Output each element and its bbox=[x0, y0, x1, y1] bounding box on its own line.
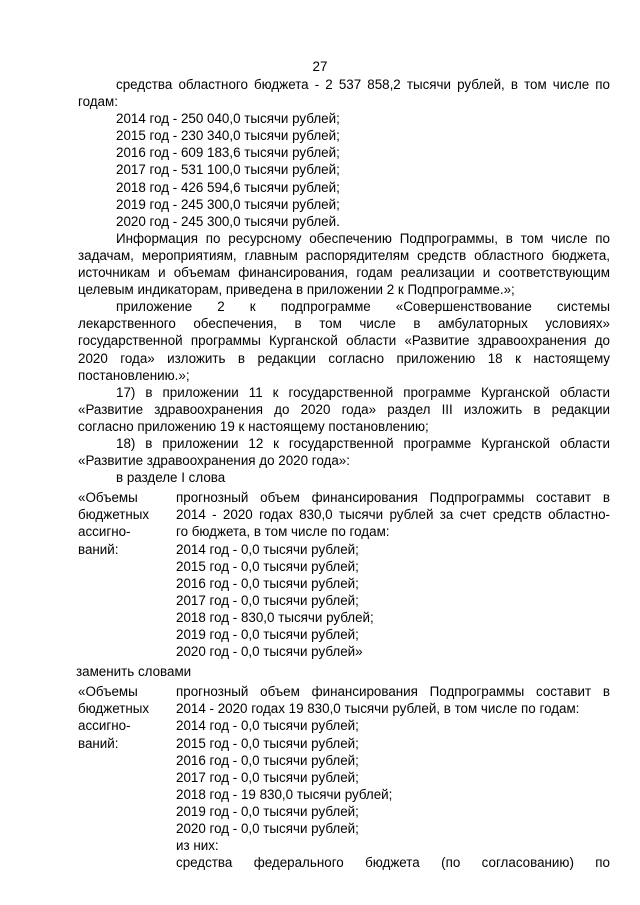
page-number: 27 bbox=[312, 59, 328, 74]
text-line: 18) в приложении 12 к государственной программе Курганской области bbox=[116, 435, 610, 451]
text-line: 2020 года» изложить в редакции согласно приложению 18 к настоящему bbox=[78, 350, 610, 366]
text-line: средства областного бюджета - 2 537 858,2 тысячи рублей, в том числе по bbox=[116, 77, 610, 92]
label-line: ассигно- bbox=[78, 524, 131, 540]
label-line: «Объемы bbox=[78, 490, 138, 506]
year-line: 2017 год - 0,0 тысячи рублей; bbox=[176, 769, 359, 785]
text-line: 2014 - 2020 годах 19 830,0 тысячи рублей, в том числе по годам: bbox=[176, 701, 580, 717]
text-line: «Развитие здравоохранения до 2020 года»: bbox=[78, 453, 350, 469]
funding-block-new bbox=[78, 683, 610, 871]
text-line: 17) в приложении 11 к государственной программе Курганской области bbox=[116, 384, 610, 400]
text-line: прогнозный объем финансирования Подпрограммы составит в bbox=[176, 684, 610, 700]
text-line: лекарственного обеспечения, в том числе в амбулаторных условиях» bbox=[78, 316, 610, 332]
text-line: согласно приложению 19 к настоящему постановлению; bbox=[78, 418, 429, 434]
year-line: 2015 год - 0,0 тысячи рублей; bbox=[176, 735, 359, 751]
year-line: 2015 год - 0,0 тысячи рублей; bbox=[176, 558, 359, 574]
label-line: бюджетных bbox=[78, 507, 150, 523]
text-line: «Развитие здравоохранения до 2020 года» раздел III изложить в редакции bbox=[78, 401, 610, 417]
text-line: прогнозный объем финансирования Подпрограммы составит в bbox=[176, 490, 610, 506]
text-line: источникам и объемам финансирования, годам реализации и соответствующим bbox=[78, 265, 610, 281]
funding-label bbox=[78, 683, 176, 871]
text-line: Информация по ресурсному обеспечению Подпрограммы, в том числе по bbox=[116, 230, 610, 246]
year-line: 2019 год - 245 300,0 тысячи рублей; bbox=[116, 196, 340, 212]
label-line: «Объемы bbox=[78, 684, 138, 700]
year-line: 2015 год - 230 340,0 тысячи рублей; bbox=[116, 128, 340, 144]
text-line: постановлению.»; bbox=[78, 367, 190, 383]
year-line: 2018 год - 426 594,6 тысячи рублей; bbox=[116, 179, 340, 195]
funding-text bbox=[176, 683, 610, 871]
year-line: 2017 год - 0,0 тысячи рублей; bbox=[176, 592, 359, 608]
funding-text bbox=[176, 489, 610, 660]
year-line: 2019 год - 0,0 тысячи рублей; bbox=[176, 803, 359, 819]
text-line: приложение 2 к подпрограмме «Совершенствование системы bbox=[116, 299, 610, 315]
label-line: ваний: bbox=[78, 541, 119, 557]
year-line: 2020 год - 0,0 тысячи рублей; bbox=[176, 821, 359, 837]
replace-label: заменить словами bbox=[76, 664, 192, 680]
year-line: 2016 год - 609 183,6 тысячи рублей; bbox=[116, 145, 340, 161]
label-line: ваний: bbox=[78, 735, 119, 751]
label-line: ассигно- bbox=[78, 718, 131, 734]
year-line: 2019 год - 0,0 тысячи рублей; bbox=[176, 627, 359, 642]
funding-label bbox=[78, 489, 176, 660]
year-line: 2014 год - 0,0 тысячи рублей; bbox=[176, 718, 359, 734]
funding-block-old bbox=[78, 489, 610, 660]
text-line: средства федерального бюджета (по согласованию) по bbox=[176, 855, 610, 871]
year-line: 2016 год - 0,0 тысячи рублей; bbox=[176, 752, 359, 768]
text-line: 2014 - 2020 годах 830,0 тысячи рублей за счет средств областно- bbox=[176, 507, 610, 523]
year-line: 2018 год - 830,0 тысячи рублей; bbox=[176, 609, 374, 625]
year-line: 2017 год - 531 100,0 тысячи рублей; bbox=[116, 162, 340, 178]
year-line: 2018 год - 19 830,0 тысячи рублей; bbox=[176, 786, 393, 802]
text-line: целевым индикаторам, приведена в приложении 2 к Подпрограмме.»; bbox=[78, 282, 515, 298]
text-line: из них: bbox=[176, 838, 219, 854]
label-line: бюджетных bbox=[78, 701, 150, 717]
year-line: 2014 год - 0,0 тысячи рублей; bbox=[176, 541, 359, 557]
year-line: 2016 год - 0,0 тысячи рублей; bbox=[176, 575, 359, 591]
year-line: 2020 год - 0,0 тысячи рублей» bbox=[176, 644, 363, 660]
year-line: 2020 год - 245 300,0 тысячи рублей. bbox=[116, 213, 340, 229]
year-line: 2014 год - 250 040,0 тысячи рублей; bbox=[116, 111, 340, 127]
text-line: годам: bbox=[78, 94, 118, 110]
text-line: государственной программы Курганской области «Развитие здравоохранения до bbox=[78, 333, 610, 349]
text-line: задачам, мероприятиям, главным распорядителям средств областного бюджета, bbox=[78, 247, 610, 263]
section-label: в разделе I слова bbox=[116, 470, 226, 486]
text-line: го бюджета, в том числе по годам: bbox=[176, 524, 390, 540]
document-body bbox=[78, 76, 610, 871]
